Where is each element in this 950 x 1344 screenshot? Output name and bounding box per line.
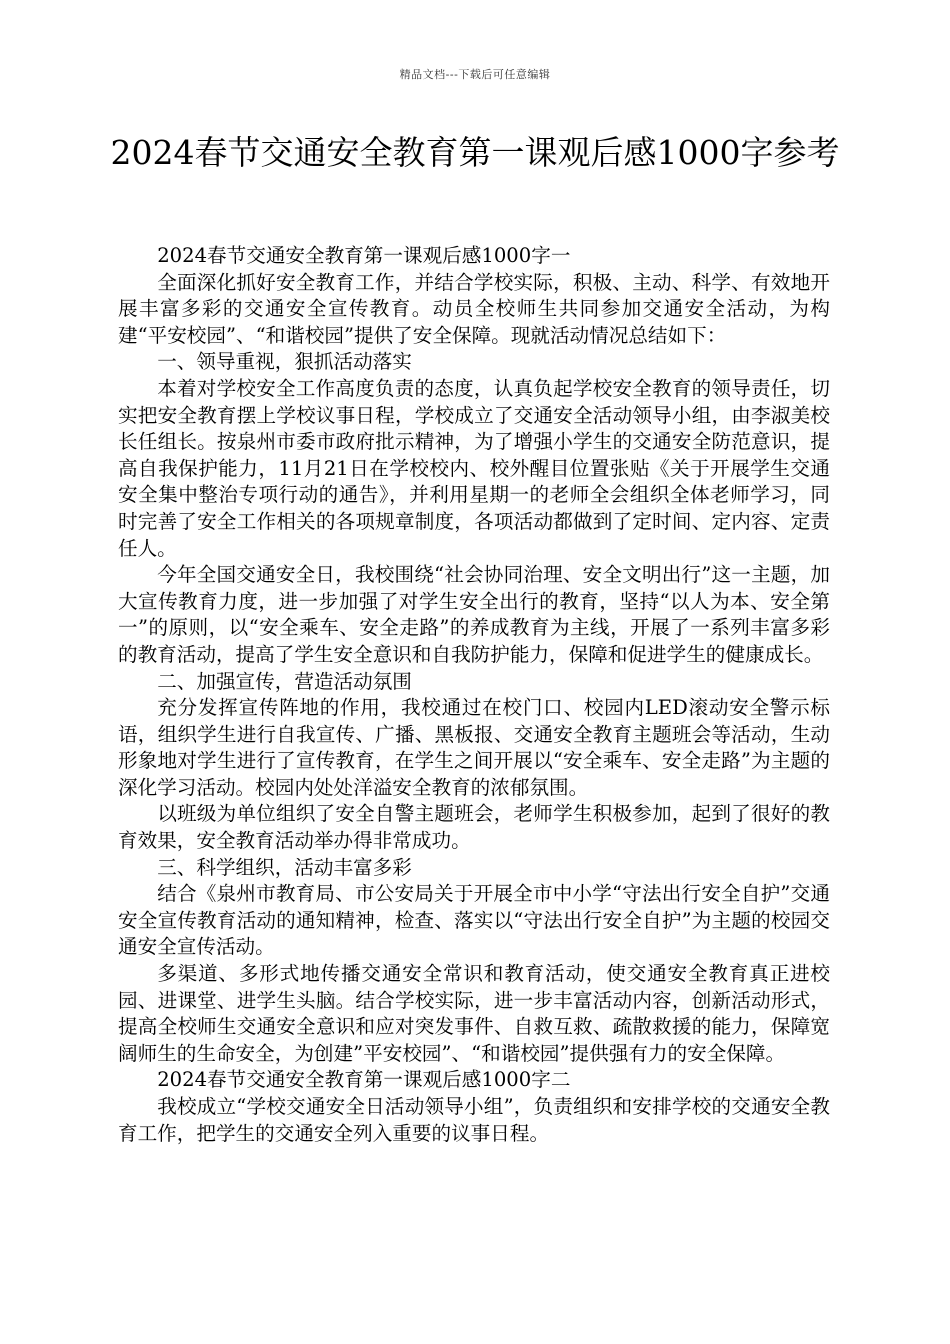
paragraph-channels: 多渠道、多形式地传播交通安全常识和教育活动，使交通安全教育真正进校园、进课堂、进学生头脑。结合学校实际，进一步丰富活动内容，创新活动形式，提高全校师生交通安全意识和应对突发事件、自救互救、疏散救援的能力，保障宽阔师生的生命安全，为创建”平安校园”、“和谐校园”提供强有力的安全保障。 <box>118 962 830 1065</box>
section-heading-part-one: 2024春节交通安全教育第一课观后感1000字一 <box>157 244 571 267</box>
subheading-publicity: 二、加强宣传，营造活动氛围 <box>157 669 412 693</box>
subheading-organization: 三、科学组织，活动丰富多彩 <box>157 855 412 879</box>
document-title: 2024春节交通安全教育第一课观后感1000字参考 <box>110 133 840 172</box>
header-note: 精品文档---下载后可任意编辑 <box>399 68 551 81</box>
paragraph-intro: 全面深化抓好安全教育工作，并结合学校实际，积极、主动、科学、有效地开展丰富多彩的交通安全宣传教育。动员全校师生共同参加交通安全活动，为构建“平安校园”、“和谐校园”提供了安全保障。现就活动情况总结如下： <box>118 270 830 347</box>
paragraph-leading-group: 我校成立“学校交通安全日活动领导小组”，负责组织和安排学校的交通安全教育工作，把学生的交通安全列入重要的议事日程。 <box>118 1095 830 1145</box>
paragraph-class-meeting: 以班级为单位组织了安全自警主题班会，老师学生积极参加，起到了很好的教育效果，安全教育活动举办得非常成功。 <box>118 802 830 853</box>
paragraph-publicity: 充分发挥宣传阵地的作用，我校通过在校门口、校园内LED滚动安全警示标语，组织学生进行自我宣传、广播、黑板报、交通安全教育主题班会等活动，生动形象地对学生进行了宣传教育，在学生之间开展以“安全乘车、安全走路”为主题的深化学习活动。校园内处处洋溢安全教育的浓郁氛围。 <box>118 696 830 799</box>
section-heading-part-two: 2024春节交通安全教育第一课观后感1000字二 <box>157 1068 571 1092</box>
paragraph-organization: 结合《泉州市教育局、市公安局关于开展全市中小学“守法出行安全自护”交通安全宣传教育活动的通知精神，检查、落实以“守法出行安全自护”为主题的校园交通安全宣传活动。 <box>118 882 830 959</box>
subheading-leadership: 一、领导重视，狠抓活动落实 <box>157 350 412 374</box>
paragraph-safety-day: 今年全国交通安全日，我校围绕“社会协同治理、安全文明出行”这一主题，加大宣传教育力度，进一步加强了对学生安全出行的教育，坚持“以人为本、安全第一”的原则，以“安全乘车、安全走路”的养成教育为主线，开展了一系列丰富多彩的教育活动，提高了学生安全意识和自我防护能力，保障和促进学生的健康成长。 <box>118 563 830 666</box>
document-body <box>118 243 830 1147</box>
paragraph-leadership: 本着对学校安全工作高度负责的态度，认真负起学校安全教育的领导责任，切实把安全教育摆上学校议事日程，学校成立了交通安全活动领导小组，由李淑美校长任组长。按泉州市委市政府批示精神，为了增强小学生的交通安全防范意识，提高自我保护能力，11月21日在学校校内、校外醒目位置张贴《关于开展学生交通安全集中整治专项行动的通告》，并利用星期一的老师全会组织全体老师学习，同时完善了安全工作相关的各项规章制度，各项活动都做到了定时间、定内容、定责任人。 <box>118 376 830 560</box>
